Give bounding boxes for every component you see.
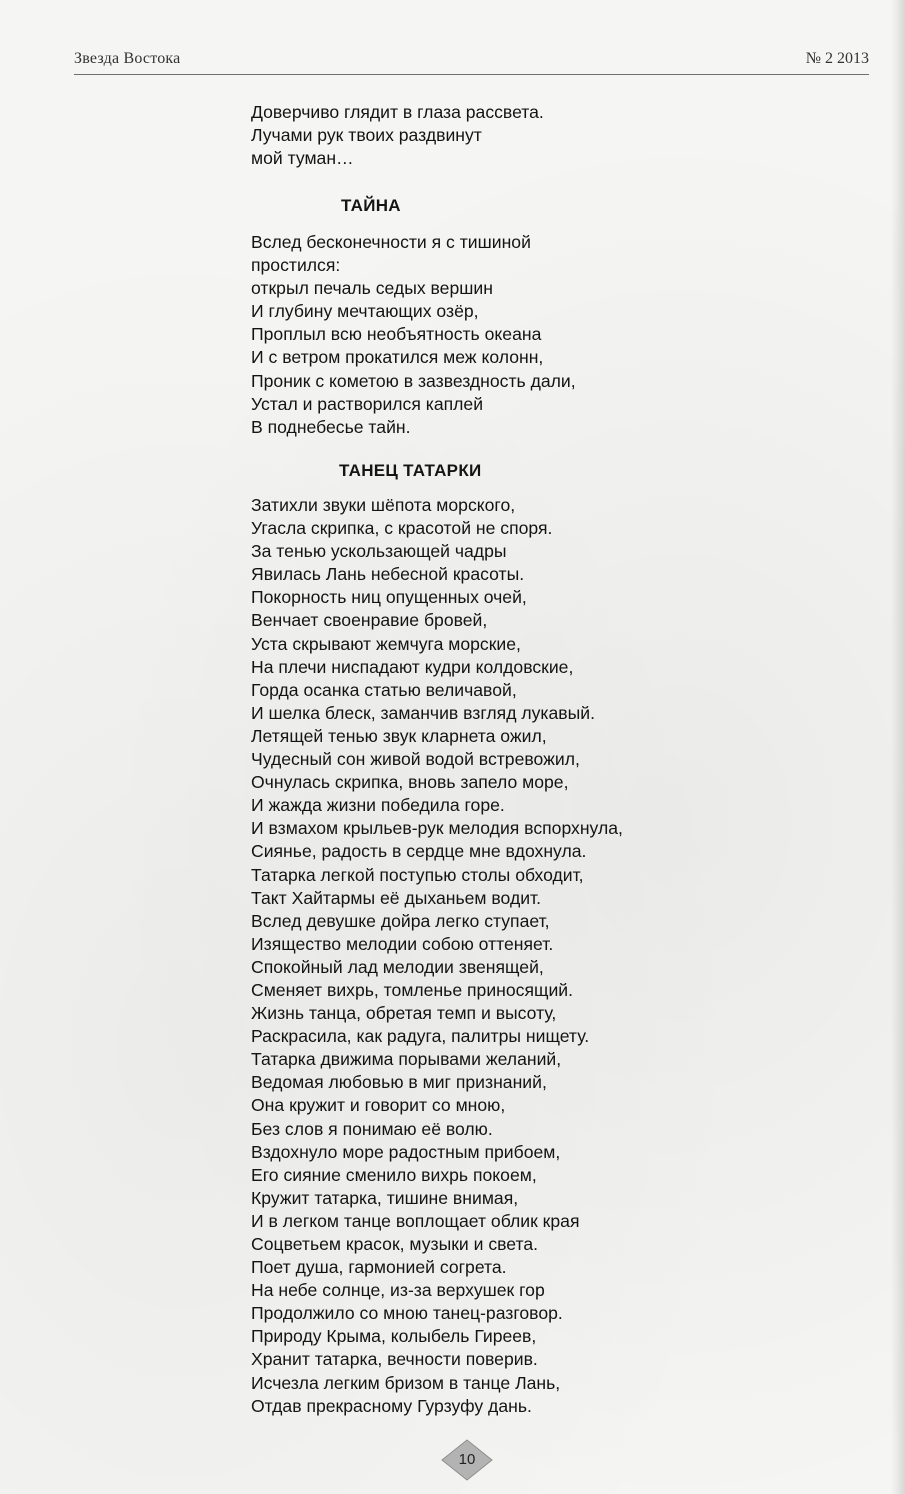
poem-line: И жажда жизни победила горе. [251,795,505,816]
poem-line: Затихли звуки шёпота морского, [251,495,516,515]
poem-line: Угасла скрипка, с красотой не споря. [251,518,553,539]
page-number-badge [441,1439,493,1481]
poem-line: Венчает своенравие бровей, [251,610,488,631]
poem-line: И в легком танце воплощает облик края [251,1210,580,1231]
poem-line: Его сияние сменило вихрь покоем, [251,1164,537,1185]
poem-line: Сиянье, радость в сердце мне вдохнула. [251,841,587,862]
poem-line: Явилась Лань небесной красоты. [251,564,525,585]
poem-line: Вздохнуло море радостным прибоем, [251,1141,561,1162]
poem-line: Продолжило со мною танец-разговор. [251,1303,563,1324]
intro-stanza [251,101,771,170]
poem-line: Кружит татарка, тишине внимая, [251,1187,519,1208]
poem-line: Лучами рук твоих раздвинут [251,125,482,146]
poem-line: Татарка легкой поступью столы обходит, [251,864,584,885]
poem-line: Проник с кометою в зазвездность дали, [251,370,576,391]
poem-line: И с ветром прокатился меж колонн, [251,347,544,368]
poem-line: Раскрасила, как радуга, палитры нищету. [251,1026,590,1047]
poem-taina [251,231,771,439]
poem-line: В поднебесье тайн. [251,416,411,437]
poem-line: И шелка блеск, заманчив взгляд лукавый. [251,702,595,723]
poem-line: Ведомая любовью в миг признаний, [251,1072,547,1093]
poem-line: Спокойный лад мелодии звенящей, [251,956,544,977]
journal-title: Звезда Востока [74,50,181,67]
poem-line: На небе солнце, из-за верхушек гор [251,1280,545,1301]
poem-title-taina: ТАЙНА [341,196,401,215]
poem-line: Природу Крыма, колыбель Гиреев, [251,1326,537,1347]
poem-line: Хранит татарка, вечности поверив. [251,1349,538,1370]
poem-line: Очнулась скрипка, вновь запело море, [251,772,569,793]
issue-number: № 2 2013 [805,50,869,67]
poem-line: И взмахом крыльев-рук мелодия вспорхнула, [251,818,623,839]
poem-line: Доверчиво глядит в глаза рассвета. [251,102,544,122]
poem-line: Устал и растворился каплей [251,393,484,414]
poem-line: Изящество мелодии собою оттеняет. [251,933,554,954]
poem-line: Вслед бесконечности я с тишиной [251,232,531,252]
poem-line: За тенью ускользающей чадры [251,541,507,562]
poem-line: Она кружит и говорит со мною, [251,1095,506,1116]
page-edge-shadow [891,0,905,1494]
poem-line: Вслед девушке дойра легко ступает, [251,910,550,931]
poem-line: Жизнь танца, обретая темп и высоту, [251,1003,557,1024]
poem-line: Без слов я понимаю её волю. [251,1118,493,1139]
poem-line: простился: [251,255,341,276]
running-header [74,46,869,75]
poem-line: Отдав прекрасному Гурзуфу дань. [251,1395,532,1416]
poem-line: Покорность ниц опущенных очей, [251,587,527,608]
poem-line: Летящей тенью звук кларнета ожил, [251,725,547,746]
poem-line: Горда осанка статью величавой, [251,679,517,700]
poem-line: Сменяет вихрь, томленье приносящий. [251,979,574,1000]
poem-line: Поет душа, гармонией согрета. [251,1257,507,1278]
poem-line: Чудесный сон живой водой встревожил, [251,749,580,770]
poem-line: мой туман… [251,148,354,169]
poem-line: На плечи ниспадают кудри колдовские, [251,656,574,677]
poem-line: Исчезла легким бризом в танце Лань, [251,1372,561,1393]
poem-line: открыл печаль седых вершин [251,278,493,299]
poem-line: И глубину мечтающих озёр, [251,301,479,322]
poem-line: Такт Хайтармы её дыханьем водит. [251,887,542,908]
page-number: 10 [458,1451,476,1468]
poem-title-tanec-tatarki: ТАНЕЦ ТАТАРКИ [339,461,482,480]
poem-line: Уста скрывают жемчуга морские, [251,633,521,654]
poem-line: Проплыл всю необъятность океана [251,324,542,345]
poem-line: Соцветьем красок, музыки и света. [251,1234,539,1254]
poem-line: Татарка движима порывами желаний, [251,1049,562,1070]
poem-tanec-tatarki [251,494,771,1418]
